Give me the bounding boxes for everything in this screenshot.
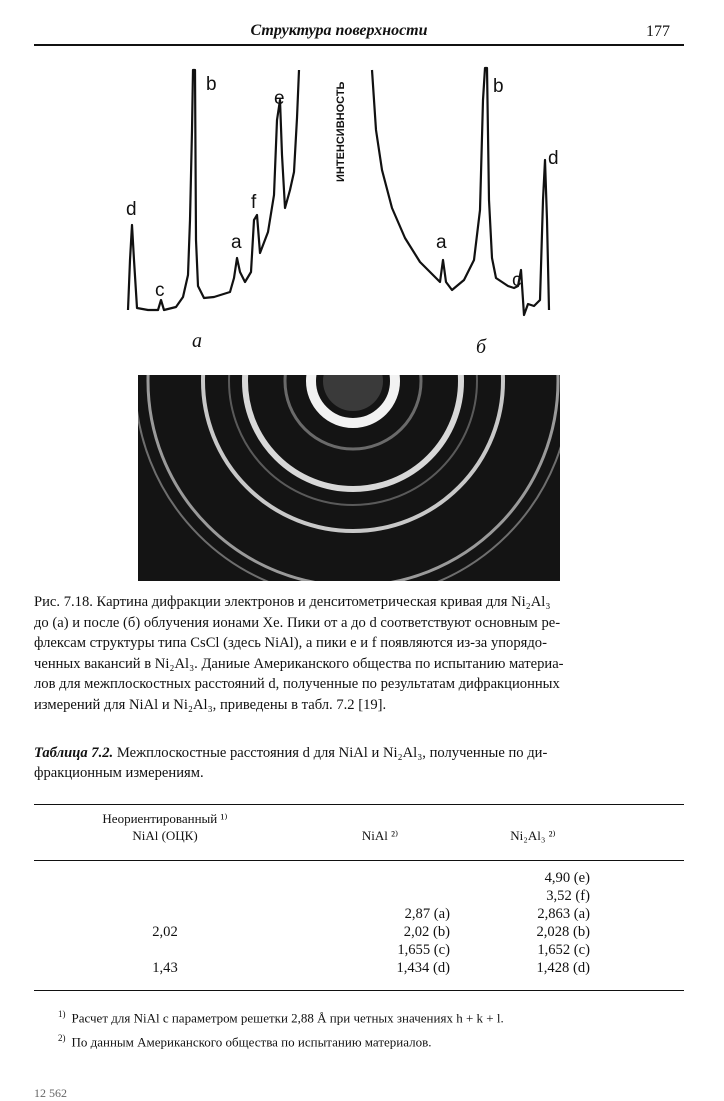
table-cell: 2,863 (a)	[537, 906, 590, 922]
caption-line: флексам структуры типа CsCl (здесь NiAl), а пики e и f появляются из-за упорядо-	[34, 635, 547, 651]
table-cell: 1,43	[152, 960, 178, 976]
figure-caption	[34, 592, 684, 715]
table-title	[34, 743, 684, 783]
table-cell: 2,028 (b)	[536, 924, 590, 940]
table-cell: 1,428 (d)	[536, 960, 590, 976]
caption-line: измерений для NiAl и Ni₂Al₃, приведены в табл. 7.2 [19].	[34, 696, 387, 713]
diffraction-pattern-image	[138, 375, 560, 581]
printer-signature: 12 562	[34, 1086, 67, 1100]
caption-line: Рис. 7.18. Картина дифракции электронов и денситометрическая кривая для Ni₂Al₃	[34, 594, 551, 610]
table-header-rule	[34, 860, 684, 861]
table-cell: 4,90 (e)	[544, 870, 590, 886]
table-cell: 1,652 (c)	[537, 942, 590, 958]
peak-label-a-c: c	[155, 280, 165, 301]
peak-label-a-b: b	[206, 74, 217, 95]
caption-line: ченных вакансий в Ni₂Al₃. Даниые Американского общества по испытанию материа-	[34, 655, 564, 672]
table-title-line1: Межплоскостные расстояния d для NiAl и Ni₂Al₃, полученные по ди-	[116, 745, 548, 761]
page-header	[34, 18, 684, 46]
peak-label-b-b: b	[493, 76, 504, 97]
peak-label-a-e: e	[274, 88, 285, 109]
table-cell: 2,02	[152, 924, 178, 940]
table-bottom-rule	[34, 990, 684, 991]
panel-b-label: б	[476, 336, 487, 358]
table-cell: 3,52 (f)	[546, 888, 590, 904]
peak-label-b-c: c	[512, 270, 522, 291]
table-title-line2: фракционным измерениям.	[34, 765, 204, 781]
y-axis-label: ИНТЕНСИВНОСТЬ	[335, 81, 347, 182]
caption-line: до (а) и после (б) облучения ионами Xe. Пики от a до d соответствуют основным ре-	[34, 614, 561, 631]
footnotes	[58, 1004, 678, 1053]
table-header-col2: NiAl ²⁾	[361, 828, 399, 843]
panel-a-label: а	[192, 330, 202, 352]
table-cell: 1,655 (c)	[397, 942, 450, 958]
table-header-col3: Ni₂Al₃ ²⁾	[510, 828, 556, 843]
table-cell: 2,87 (a)	[404, 906, 450, 922]
caption-line: лов для межплоскостных расстояний d, полученные по результатам дифракционных	[34, 676, 560, 692]
peak-label-a-a: a	[231, 232, 242, 253]
page-number: 177	[646, 23, 670, 40]
panel-b-curve	[372, 68, 549, 315]
footnote: $^{2)}$ По данным Американского общества по испытанию материалов.	[58, 1033, 432, 1050]
running-title: Структура поверхности	[250, 22, 428, 39]
table-header-col1: Неориентированный ¹⁾ NiAl (ОЦК)	[102, 811, 228, 843]
table-top-rule	[34, 804, 684, 805]
footnote: $^{1)}$ Расчет для NiAl с параметром решетки 2,88 Å при четных значениях h + k + l.	[58, 1009, 504, 1026]
peak-label-b-a: a	[436, 232, 447, 253]
peak-label-b-d: d	[548, 148, 559, 169]
densitometric-curves-figure	[100, 60, 580, 330]
peak-label-a-f: f	[251, 192, 257, 213]
table-cell: 1,434 (d)	[396, 960, 450, 976]
table-label: Таблица 7.2.	[34, 745, 114, 761]
table-cell: 2,02 (b)	[403, 924, 450, 940]
peak-label-a-d: d	[126, 199, 137, 220]
